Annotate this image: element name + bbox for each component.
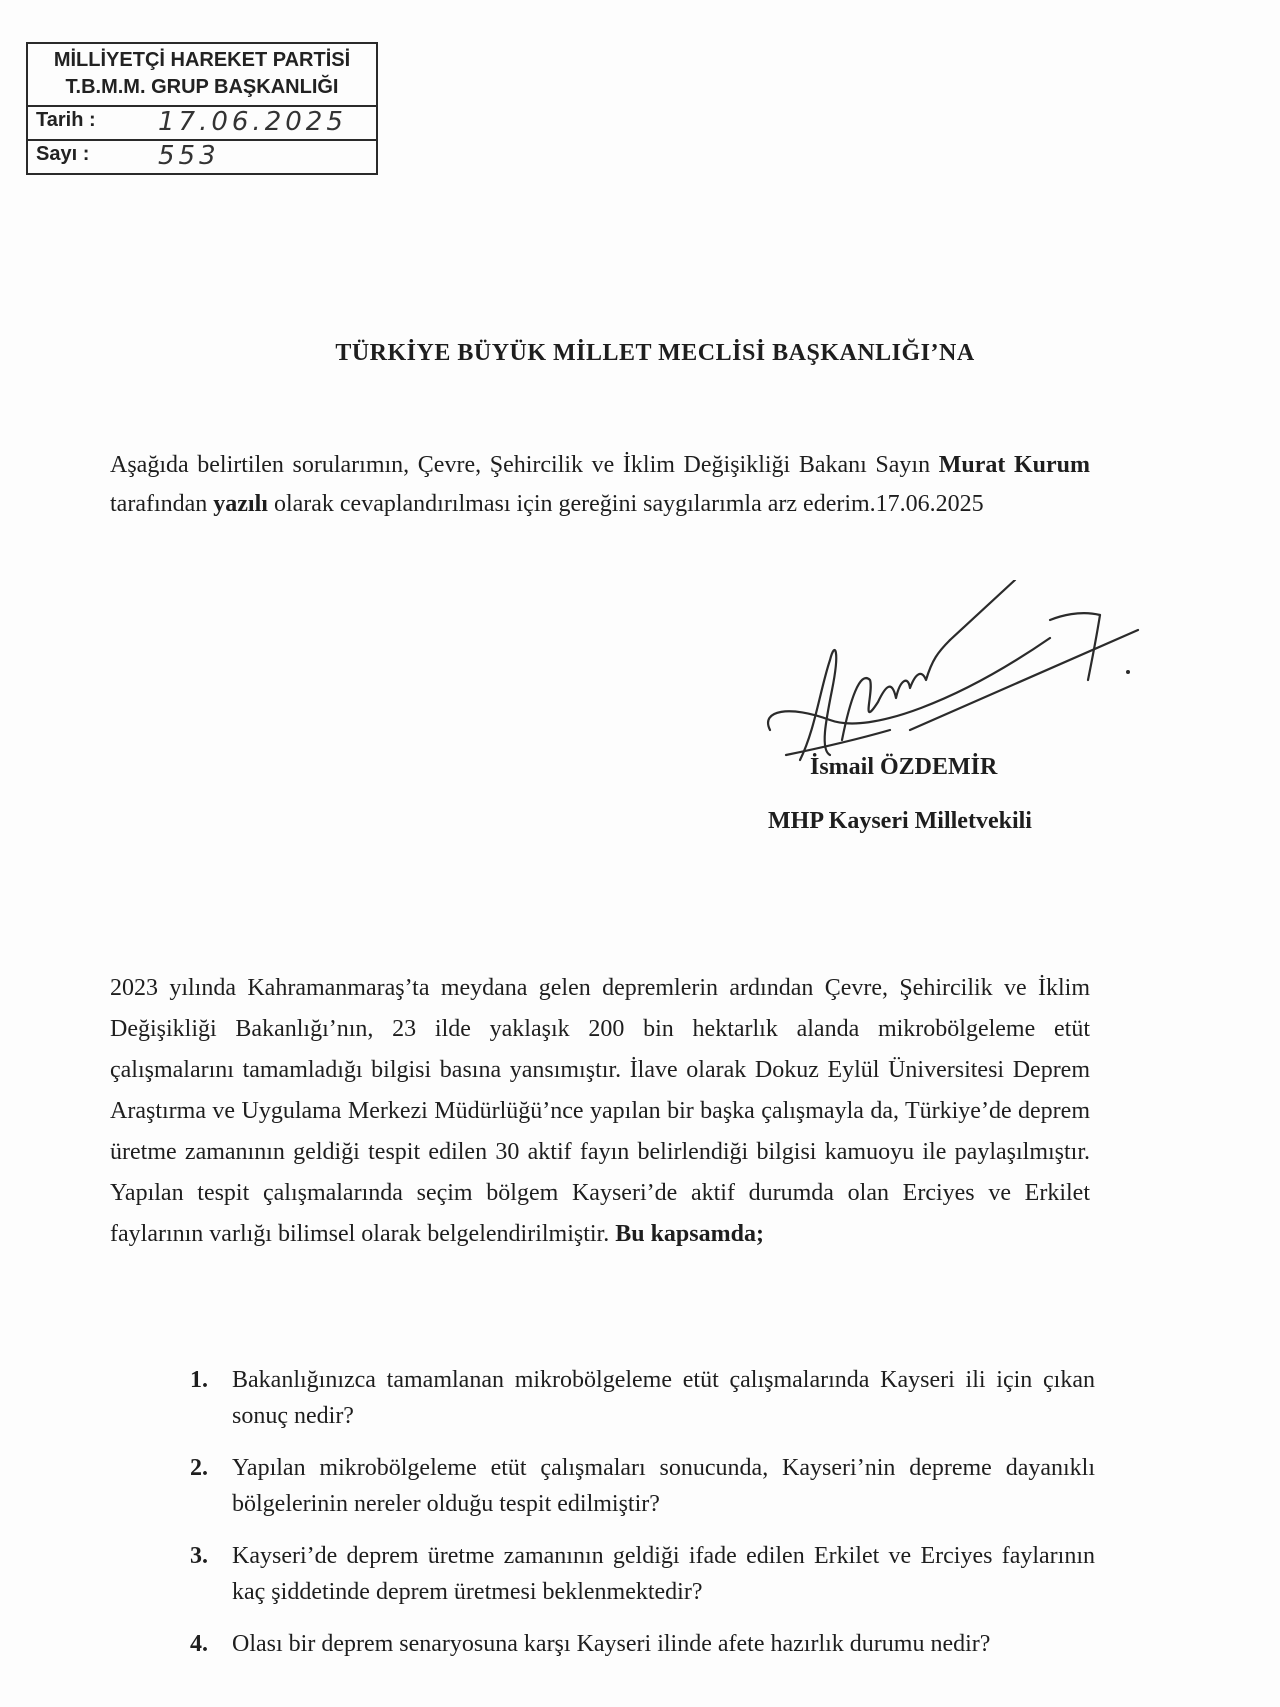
list-item [190,1450,1095,1522]
signatory-title: MHP Kayseri Milletvekili [768,808,1032,834]
intro-paragraph [110,446,1090,524]
stamp-date-label: Tarih : [36,109,96,131]
list-item [190,1626,1095,1662]
handwritten-signature [760,580,1140,780]
question-number: 4. [190,1631,208,1657]
body-closing: Bu kapsamda; [615,1221,764,1247]
question-text: Bakanlığınızca tamamlanan mikrobölgeleme etüt çalışmalarında Kayseri ili için çıkan sonuç nedir? [232,1367,1095,1429]
body-text: 2023 yılında Kahramanmaraş’ta meydana gelen depremlerin ardından Çevre, Şehircilik ve İklim Değişikliği Bakanlığı’nın, 23 ilde yaklaşık 200 bin hektarlık alanda mikrobölgeleme etüt çalışmalarını tamamladığı bilgisi basına yansımıştır. İlave olarak Dokuz Eylül Üniversitesi Deprem Araştırma ve Uygulama Merkezi Müdürlüğü’nce yapılan bir başka çalışmayla da, Türkiye’de deprem üretme zamanının geldiği tespit edilen 30 aktif fayın belirlendiği bilgisi kamuoyu ile paylaşılmıştır. Yapılan tespit çalışmalarında seçim bölgem Kayseri’de aktif durumda olan Erciyes ve Erkilet faylarının varlığı bilimsel olarak belgelendirilmiştir. [110,975,1090,1247]
list-item [190,1538,1095,1610]
stamp-header-line1: MİLLİYETÇİ HAREKET PARTİSİ [53,49,351,71]
question-text: Olası bir deprem senaryosuna karşı Kayseri ilinde afete hazırlık durumu nedir? [232,1631,991,1657]
question-list [190,1362,1095,1678]
question-text: Yapılan mikrobölgeleme etüt çalışmaları sonucunda, Kayseri’nin depreme dayanıklı bölgelerinin nereler olduğu tespit edilmiştir? [232,1455,1095,1517]
intro-text-2: tarafından [110,491,214,517]
party-stamp [26,42,378,175]
question-number: 1. [190,1367,208,1393]
question-number: 3. [190,1543,208,1569]
question-number: 2. [190,1455,208,1481]
stamp-number-value: 553 [158,141,220,171]
stamp-header-line2: T.B.M.M. GRUP BAŞKANLIĞI [65,76,339,98]
list-item [190,1362,1095,1434]
stamp-number-label: Sayı : [36,143,90,165]
body-paragraph [110,968,1090,1255]
question-text: Kayseri’de deprem üretme zamanının geldiği ifade edilen Erkilet ve Erciyes faylarının kaç şiddetinde deprem üretmesi beklenmektedir? [232,1543,1095,1605]
stamp-date-row [28,107,376,139]
stamp-header [28,44,376,107]
signatory-name: İsmail ÖZDEMİR [810,754,998,780]
document-title: TÜRKİYE BÜYÜK MİLLET MECLİSİ BAŞKANLIĞI’NA [335,340,975,366]
intro-text-3: olarak cevaplandırılması için gereğini saygılarımla arz ederim.17.06.2025 [267,491,984,517]
stamp-date-value: 17.06.2025 [158,107,347,137]
stamp-number-row [28,139,376,173]
written-emphasis: yazılı [213,491,268,517]
intro-text-1: Aşağıda belirtilen sorularımın, Çevre, Şehircilik ve İklim Değişikliği Bakanı Sayın [110,452,939,478]
minister-name: Murat Kurum [938,452,1091,478]
